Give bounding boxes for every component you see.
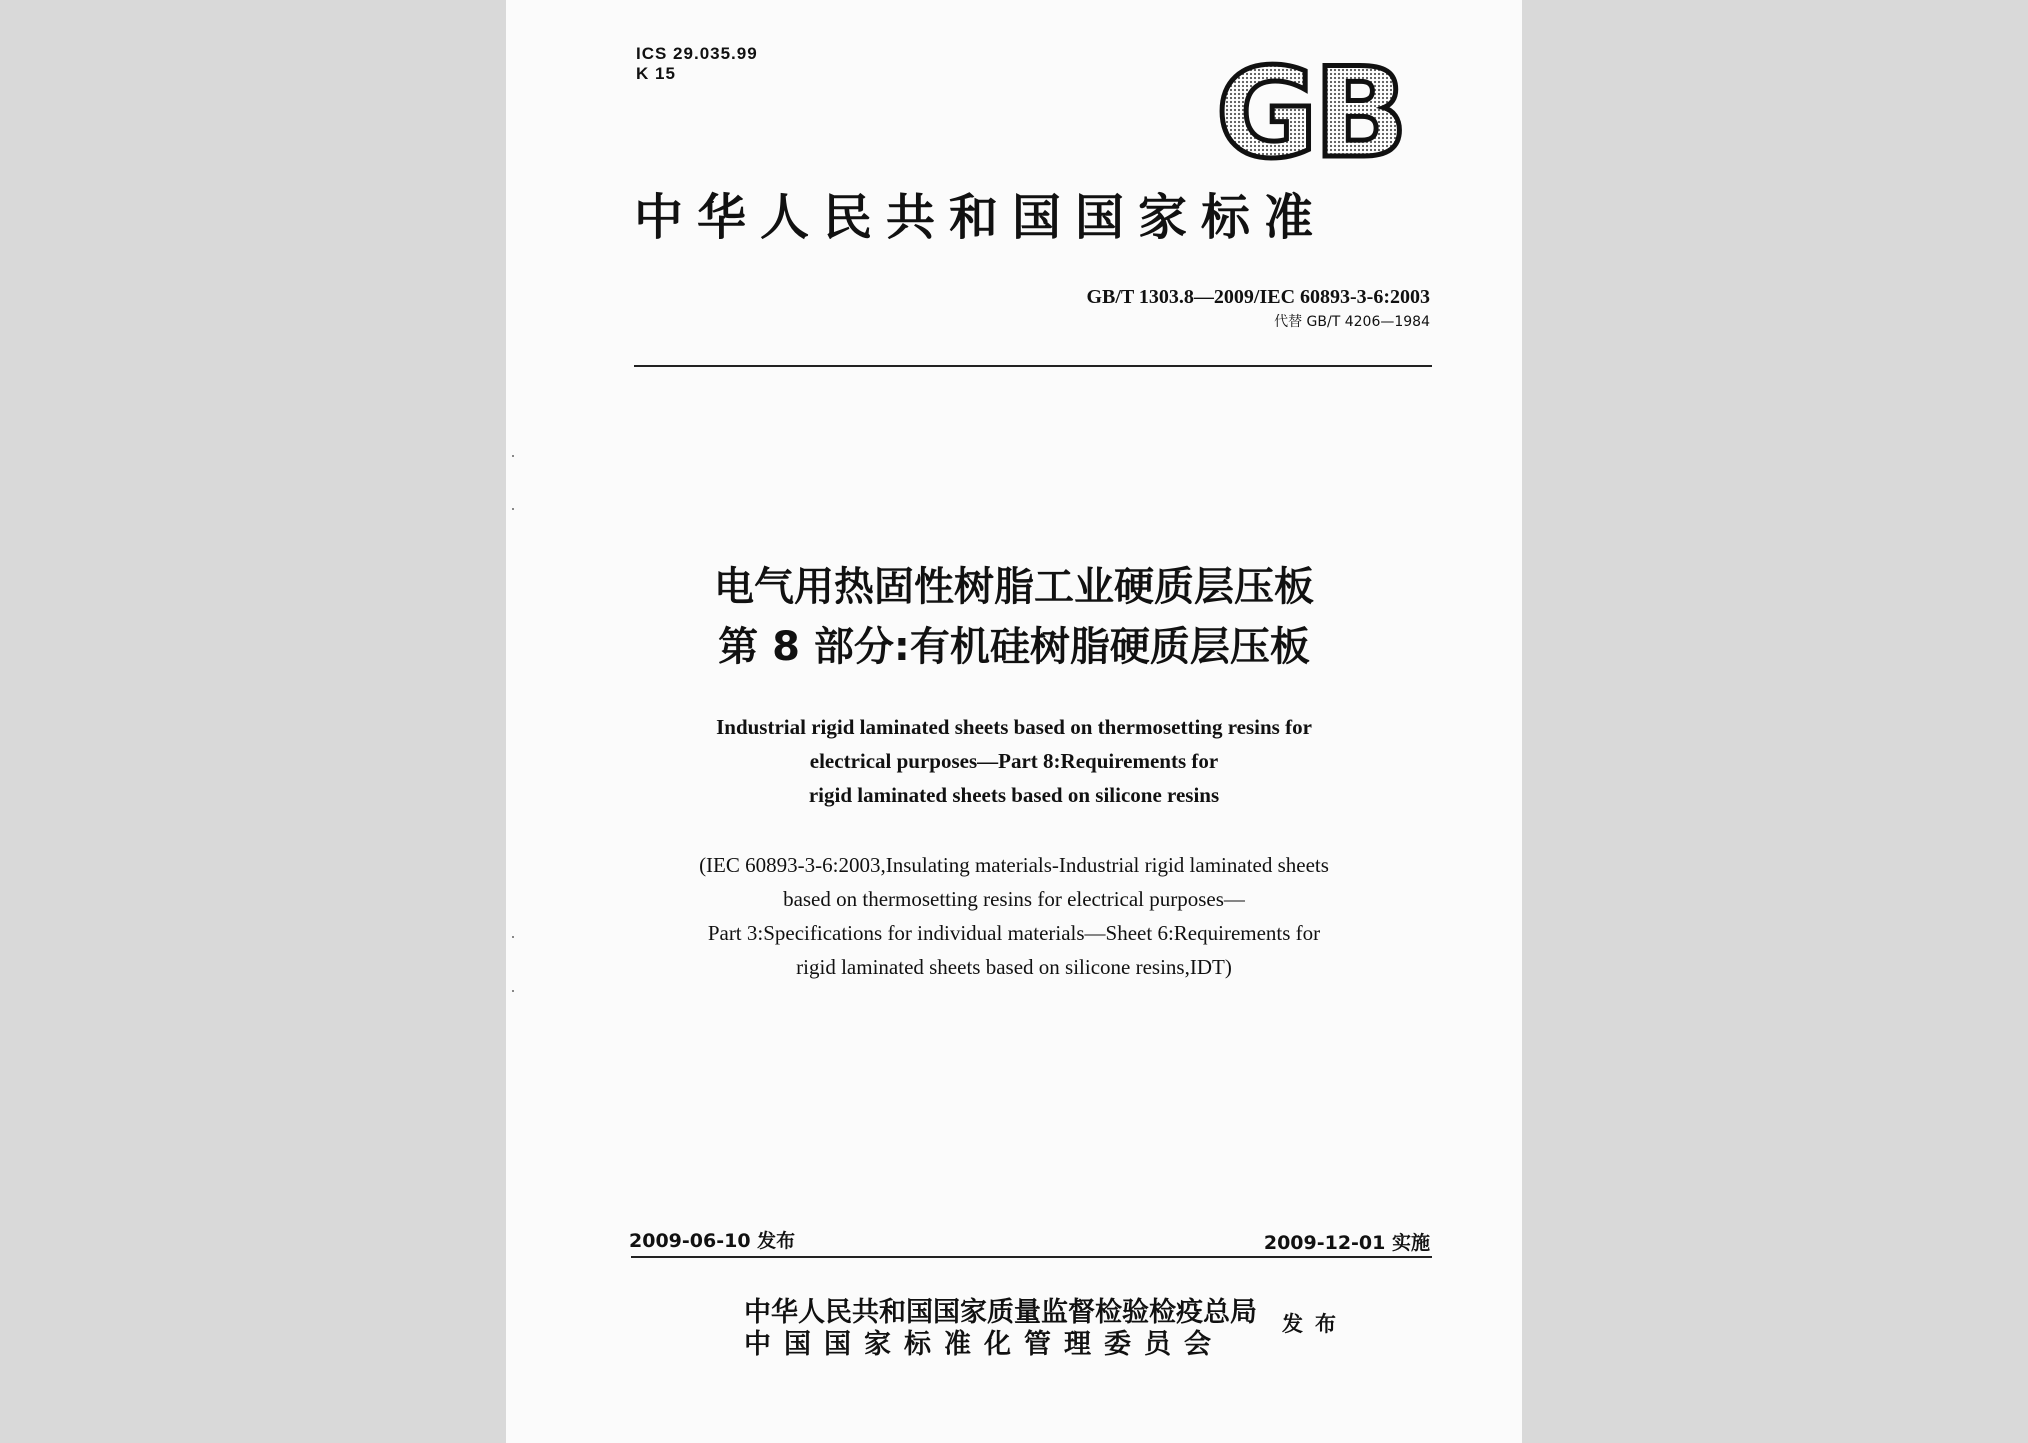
en-title-line3: rigid laminated sheets based on silicone resins: [808, 783, 1220, 807]
scan-speck: [512, 455, 514, 457]
iec-line2: based on thermosetting resins for electrical purposes—: [783, 887, 1245, 911]
header-divider: [634, 365, 1432, 367]
cn-title-line1: 电气用热固性树脂工业硬质层压板: [714, 564, 1314, 610]
document-page: [506, 0, 1522, 1443]
ccs-code: K 15: [636, 64, 676, 83]
gb-logo-text: GB: [1215, 56, 1405, 168]
issuer-aqsiq: 中华人民共和国国家质量监督检验检疫总局: [744, 1297, 1257, 1328]
en-title: [506, 710, 1522, 812]
iec-line4: rigid laminated sheets based on silicone resins,IDT): [796, 955, 1232, 979]
footer-divider: [631, 1256, 1432, 1258]
national-standard-title: 中华人民共和国国家标准: [634, 189, 1328, 246]
iec-line1: (IEC 60893-3-6:2003,Insulating materials-Industrial rigid laminated sheets: [699, 853, 1329, 877]
iec-line3: Part 3:Specifications for individual materials—Sheet 6:Requirements for: [707, 921, 1321, 945]
replaces-note: 代替 GB/T 4206—1984: [1274, 314, 1430, 330]
issue-date: 2009-06-10 发布: [629, 1230, 796, 1252]
iec-equivalence: [506, 848, 1522, 984]
en-title-line2: electrical purposes—Part 8:Requirements for: [809, 749, 1219, 773]
en-title-line1: Industrial rigid laminated sheets based on thermosetting resins for: [716, 715, 1312, 739]
scan-speck: [512, 936, 514, 938]
scan-speck: [512, 990, 514, 992]
cn-title-line2: 第 8 部分:有机硅树脂硬质层压板: [718, 624, 1310, 670]
classification-codes: [636, 44, 758, 84]
ics-code: ICS 29.035.99: [636, 44, 758, 63]
gb-logo: [1205, 56, 1415, 168]
scan-speck: [512, 508, 514, 510]
standard-number: GB/T 1303.8—2009/IEC 60893-3-6:2003: [1086, 286, 1430, 308]
effective-date: 2009-12-01 实施: [1263, 1232, 1430, 1254]
issuer-sac: 中国国家标准化管理委员会: [744, 1329, 1224, 1360]
issue-word: 发布: [1282, 1312, 1348, 1336]
